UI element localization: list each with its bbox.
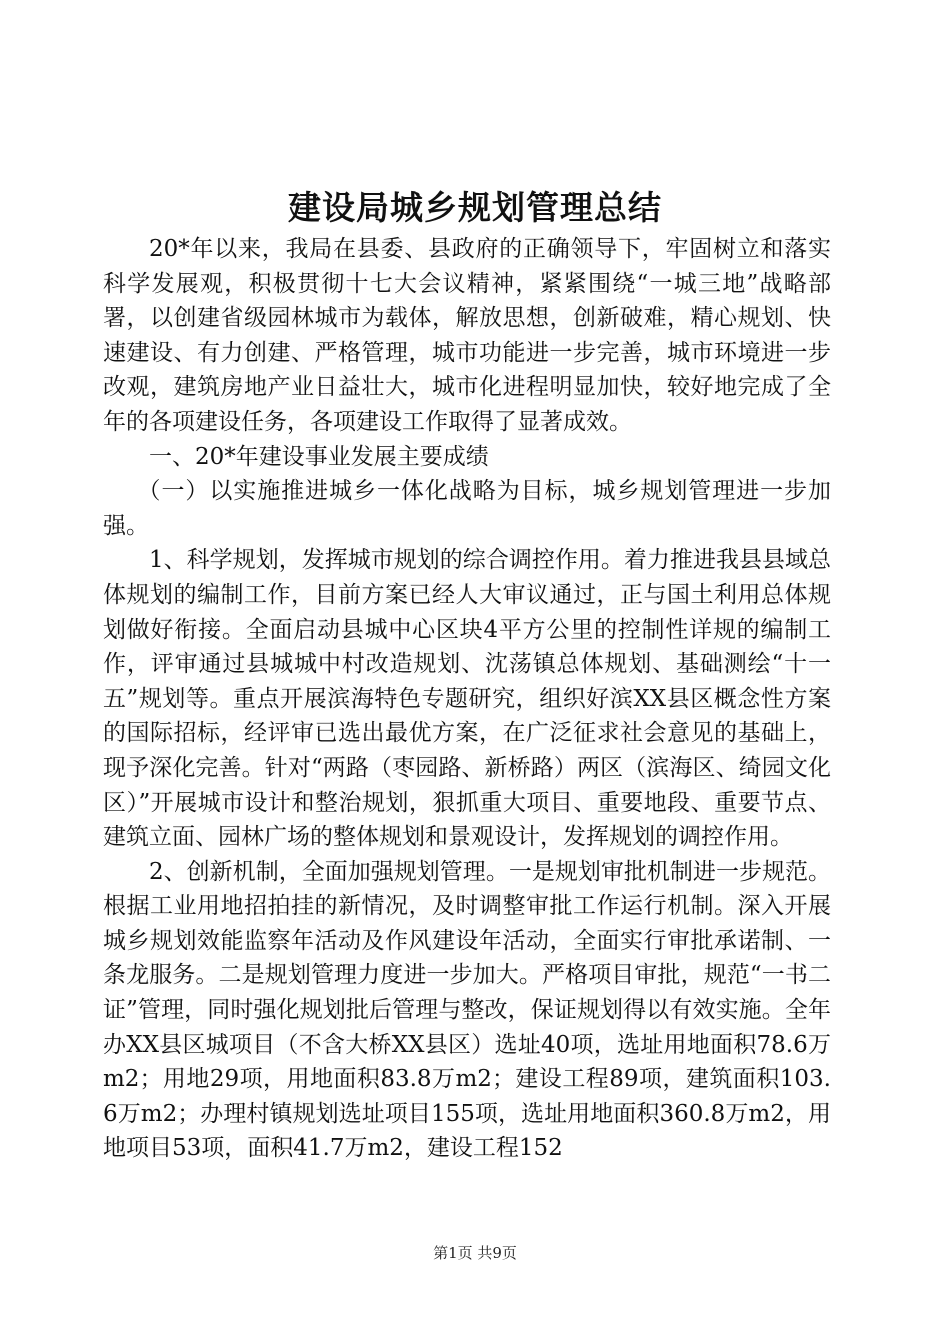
subsection-heading: （一）以实施推进城乡一体化战略为目标，城乡规划管理进一步加强。 bbox=[103, 478, 831, 539]
document-title: 建设局城乡规划管理总结 bbox=[288, 188, 662, 227]
section-heading: 一、20*年建设事业发展主要成绩 bbox=[149, 443, 489, 470]
body-paragraph: 1、科学规划，发挥城市规划的综合调控作用。着力推进我县县域总体规划的编制工作，目前方案已经人大审议通过，正与国土利用总体规划做好衔接。全面启动县城中心区块4平方公里的控制性详规的编制工作，评审通过县城城中村改造规划、沈荡镇总体规划、基础测绘“十一五”规划等。重点开展滨海特色专题研究，组织好滨XX县区概念性方案的国际招标，经评审已选出最优方案，在广泛征求社会意见的基础上，现予深化完善。针对“两路（枣园路、新桥路）两区（滨海区、绮园文化区）”开展城市设计和整治规划，狠抓重大项目、重要地段、重要节点、建筑立面、园林广场的整体规划和景观设计，发挥规划的调控作用。 bbox=[103, 547, 831, 851]
intro-paragraph: 20*年以来，我局在县委、县政府的正确领导下，牢固树立和落实科学发展观，积极贯彻十七大会议精神，紧紧围绕“一城三地”战略部署，以创建省级园林城市为载体，解放思想，创新破难，精心规划、快速建设、有力创建、严格管理，城市功能进一步完善，城市环境进一步改观，建筑房地产业日益壮大，城市化进程明显加快，较好地完成了全年的各项建设任务，各项建设工作取得了显著成效。 bbox=[103, 236, 831, 435]
body-paragraph: 2、创新机制，全面加强规划管理。一是规划审批机制进一步规范。根据工业用地招拍挂的新情况，及时调整审批工作运行机制。深入开展城乡规划效能监察年活动及作风建设年活动，全面实行审批承诺制、一条龙服务。二是规划管理力度进一步加大。严格项目审批，规范“一书二证”管理，同时强化规划批后管理与整改，保证规划得以有效实施。全年办XX县区城项目（不含大桥XX县区）选址40项，选址用地面积78.6万m2；用地29项，用地面积83.8万m2；建设工程89项，建筑面积103.6万m2；办理村镇规划选址项目155项，选址用地面积360.8万m2，用地项目53项，面积41.7万m2，建设工程152 bbox=[103, 858, 831, 1162]
document-body bbox=[103, 232, 831, 1166]
page-number-footer: 第1页 共9页 bbox=[433, 1244, 517, 1262]
